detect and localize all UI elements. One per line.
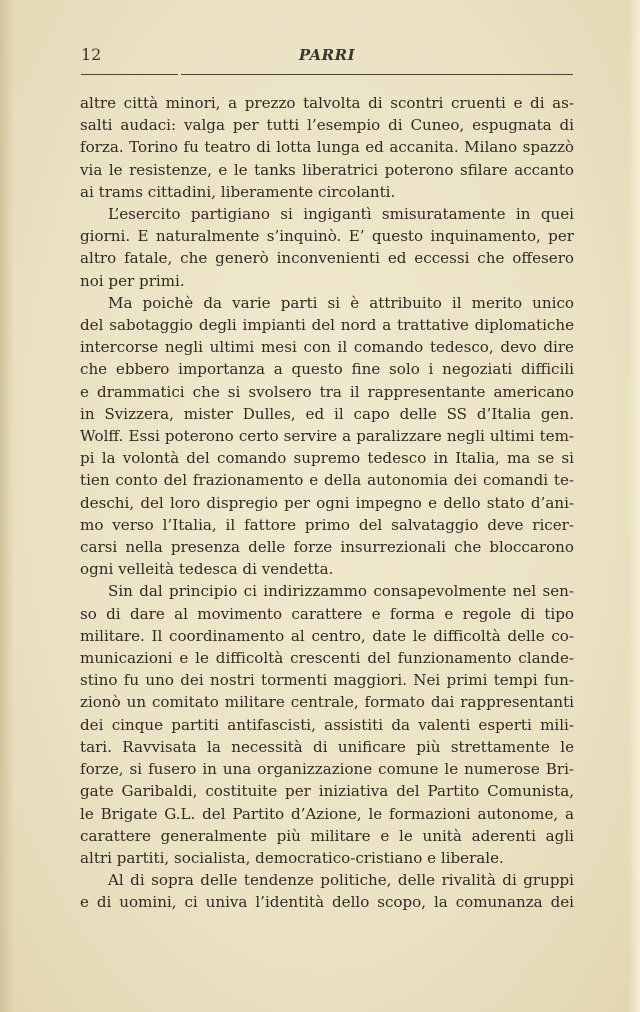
text-line: del sabotaggio degli impianti del nord a trattative diplomatiche xyxy=(80,316,574,335)
text-line: zionò un comitato militare centrale, formato dai rappresentanti xyxy=(80,693,574,712)
text-line: Al di sopra delle tendenze politiche, delle rivalità di gruppi xyxy=(108,871,574,890)
text-line: Ma poichè da varie parti si è attribuito il merito unico xyxy=(108,293,574,312)
text-line: Sin dal principio ci indirizzammo consapevolmente nel sen- xyxy=(108,582,574,601)
page-number: 12 xyxy=(81,45,102,64)
text-line: tari. Ravvisata la necessità di unificare più strettamente le xyxy=(80,737,574,756)
paragraph xyxy=(80,92,574,203)
text-line: le Brigate G.L. del Partito d’Azione, le formazioni autonome, a xyxy=(80,804,574,823)
text-line: che ebbero importanza a questo fine solo i negoziati difficili xyxy=(80,360,574,379)
text-line: altre città minori, a prezzo talvolta di scontri cruenti e di as- xyxy=(80,94,574,112)
page-edge-highlight xyxy=(628,0,640,1012)
text-line: carsi nella presenza delle forze insurrezionali che bloccarono xyxy=(80,538,574,557)
text-line: tien conto del frazionamento e della autonomia dei comandi te- xyxy=(80,471,574,490)
page-header xyxy=(81,45,573,69)
text-line: salti audaci: valga per tutti l’esempio di Cuneo, espugnata di xyxy=(80,116,574,135)
text-line: so di dare al movimento carattere e forma e regole di tipo xyxy=(80,604,574,623)
text-line: mo verso l’Italia, il fattore primo del salvataggio deve ricer- xyxy=(80,515,574,534)
paragraph xyxy=(80,580,574,869)
text-line: ogni velleità tedesca di vendetta. xyxy=(80,560,334,579)
text-line: e drammatici che si svolsero tra il rappresentante americano xyxy=(80,382,574,401)
text-line: carattere generalmente più militare e le unità aderenti agli xyxy=(80,826,574,845)
text-line: dei cinque partiti antifascisti, assistiti da valenti esperti mili- xyxy=(80,715,574,734)
text-line: e di uomini, ci univa l’identità dello scopo, la comunanza dei xyxy=(80,893,574,912)
text-line: altro fatale, che generò inconvenienti ed eccessi che offesero xyxy=(80,249,574,268)
running-title: PARRI xyxy=(298,46,356,64)
header-rule-gap xyxy=(178,73,181,76)
text-line: L’esercito partigiano si ingigantì smisuratamente in quei xyxy=(108,205,574,224)
text-line: via le resistenze, e le tanks liberatrici poterono sfilare accanto xyxy=(80,160,574,179)
text-line: pi la volontà del comando supremo tedesco in Italia, ma se si xyxy=(80,449,574,468)
text-line: noi per primi. xyxy=(80,271,185,290)
paragraph xyxy=(80,292,574,581)
paragraph xyxy=(80,203,574,292)
paragraph xyxy=(80,869,574,913)
text-line: giorni. E naturalmente s’inquinò. E’ questo inquinamento, per xyxy=(80,227,574,246)
text-line: Wolff. Essi poterono certo servire a paralizzare negli ultimi tem- xyxy=(80,427,574,446)
text-line: forze, si fusero in una organizzazione comune le numerose Bri- xyxy=(80,760,574,779)
body-text xyxy=(80,92,574,914)
text-line: intercorse negli ultimi mesi con il comando tedesco, devo dire xyxy=(80,338,574,357)
page-edge-shadow xyxy=(0,0,14,1012)
text-line: militare. Il coordinamento al centro, date le difficoltà delle co- xyxy=(80,626,574,645)
text-line: deschi, del loro dispregio per ogni impegno e dello stato d’ani- xyxy=(80,493,574,512)
header-rule xyxy=(81,74,573,75)
text-line: ai trams cittadini, liberamente circolanti. xyxy=(80,182,396,201)
text-line: forza. Torino fu teatro di lotta lunga ed accanita. Milano spazzò xyxy=(80,138,574,157)
text-line: in Svizzera, mister Dulles, ed il capo delle SS d’Italia gen. xyxy=(80,404,574,423)
text-line: altri partiti, socialista, democratico-cristiano e liberale. xyxy=(80,848,504,867)
text-line: gate Garibaldi, costituite per iniziativa del Partito Comunista, xyxy=(80,782,574,801)
text-line: municazioni e le difficoltà crescenti del funzionamento clande- xyxy=(80,649,574,668)
text-line: stino fu uno dei nostri tormenti maggiori. Nei primi tempi fun- xyxy=(80,671,574,690)
